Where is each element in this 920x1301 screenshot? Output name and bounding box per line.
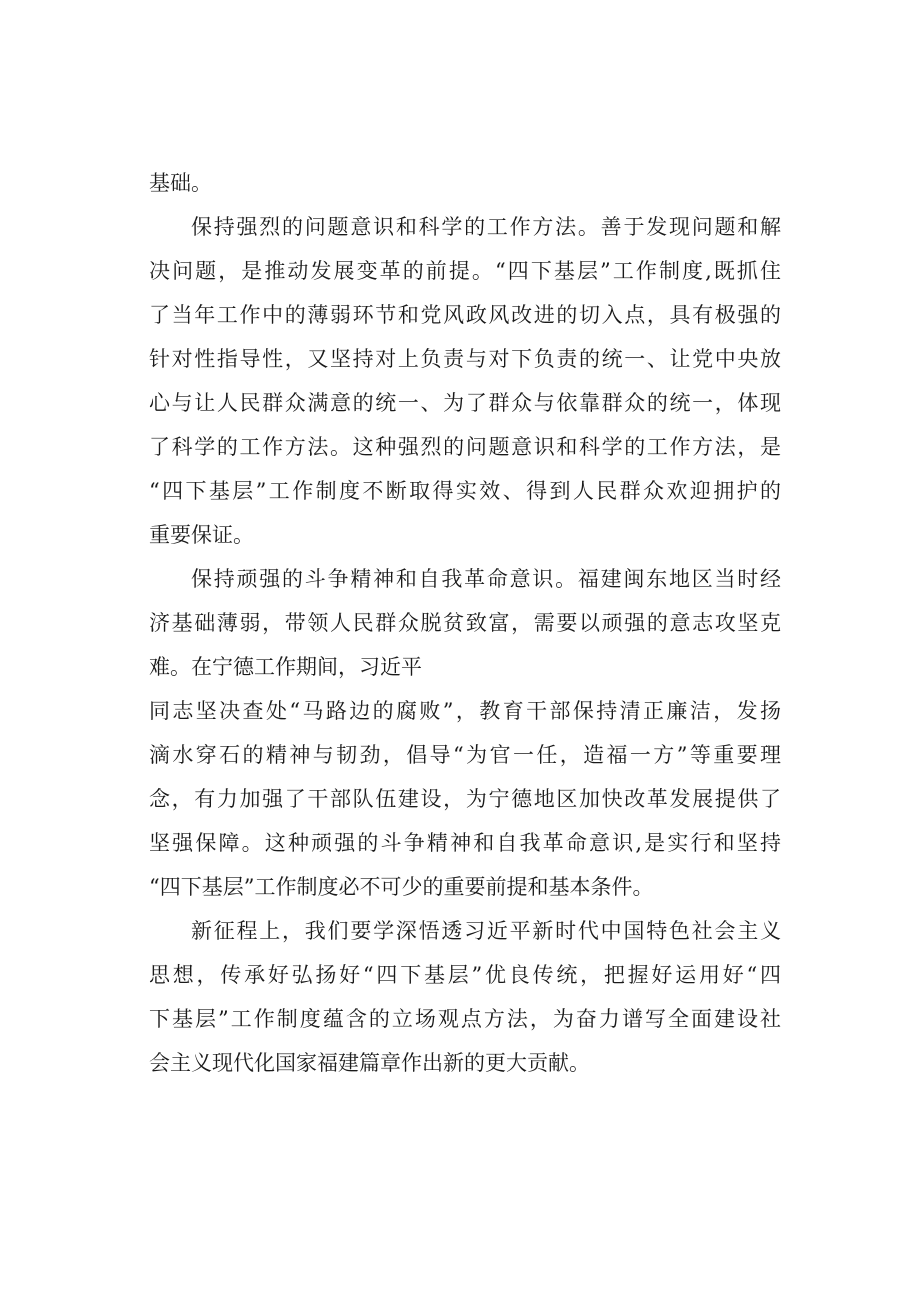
text-line: 基础。 (149, 171, 212, 195)
text-line: 了科学的工作方法。这种强烈的问题意识和科学的工作方法，是 (149, 435, 781, 459)
paragraph-struggle-spirit (149, 557, 781, 909)
paragraph-tail-foundation (149, 161, 781, 205)
text-line: 决问题，是推动发展变革的前提。“四下基层”工作制度,既抓住 (149, 259, 781, 283)
text-line: 重要保证。 (149, 523, 254, 547)
text-line: “四下基层”工作制度必不可少的重要前提和基本条件。 (149, 875, 654, 899)
text-line: 针对性指导性，又坚持对上负责与对下负责的统一、让党中央放 (149, 347, 781, 371)
text-line: 同志坚决查处“马路边的腐败”，教育干部保持清正廉洁，发扬 (149, 699, 781, 723)
text-line: 新征程上，我们要学深悟透习近平新时代中国特色社会主义 (191, 919, 781, 943)
text-line: 难。在宁德工作期间，习近平 (149, 655, 422, 679)
paragraph-problem-awareness (149, 205, 781, 557)
text-line: 济基础薄弱，带领人民群众脱贫致富，需要以顽强的意志攻坚克 (149, 611, 781, 635)
text-line: 保持强烈的问题意识和科学的工作方法。善于发现问题和解 (191, 215, 781, 239)
text-line: 心与让人民群众满意的统一、为了群众与依靠群众的统一，体现 (149, 391, 781, 415)
document-body (149, 161, 781, 1085)
text-line: 了当年工作中的薄弱环节和党风政风改进的切入点，具有极强的 (149, 303, 781, 327)
text-line: 保持顽强的斗争精神和自我革命意识。福建闽东地区当时经 (191, 567, 781, 591)
text-line: 思想，传承好弘扬好“四下基层”优良传统，把握好运用好“四 (149, 963, 781, 987)
paragraph-new-journey (149, 909, 781, 1085)
text-line: 下基层”工作制度蕴含的立场观点方法，为奋力谱写全面建设社 (149, 1007, 781, 1031)
text-line: 坚强保障。这种顽强的斗争精神和自我革命意识,是实行和坚持 (149, 831, 781, 855)
text-line: “四下基层”工作制度不断取得实效、得到人民群众欢迎拥护的 (149, 479, 781, 503)
text-line: 念，有力加强了干部队伍建设，为宁德地区加快改革发展提供了 (149, 787, 781, 811)
text-line: 滴水穿石的精神与韧劲，倡导“为官一任，造福一方”等重要理 (149, 743, 781, 767)
text-line: 会主义现代化国家福建篇章作出新的更大贡献。 (149, 1051, 590, 1075)
